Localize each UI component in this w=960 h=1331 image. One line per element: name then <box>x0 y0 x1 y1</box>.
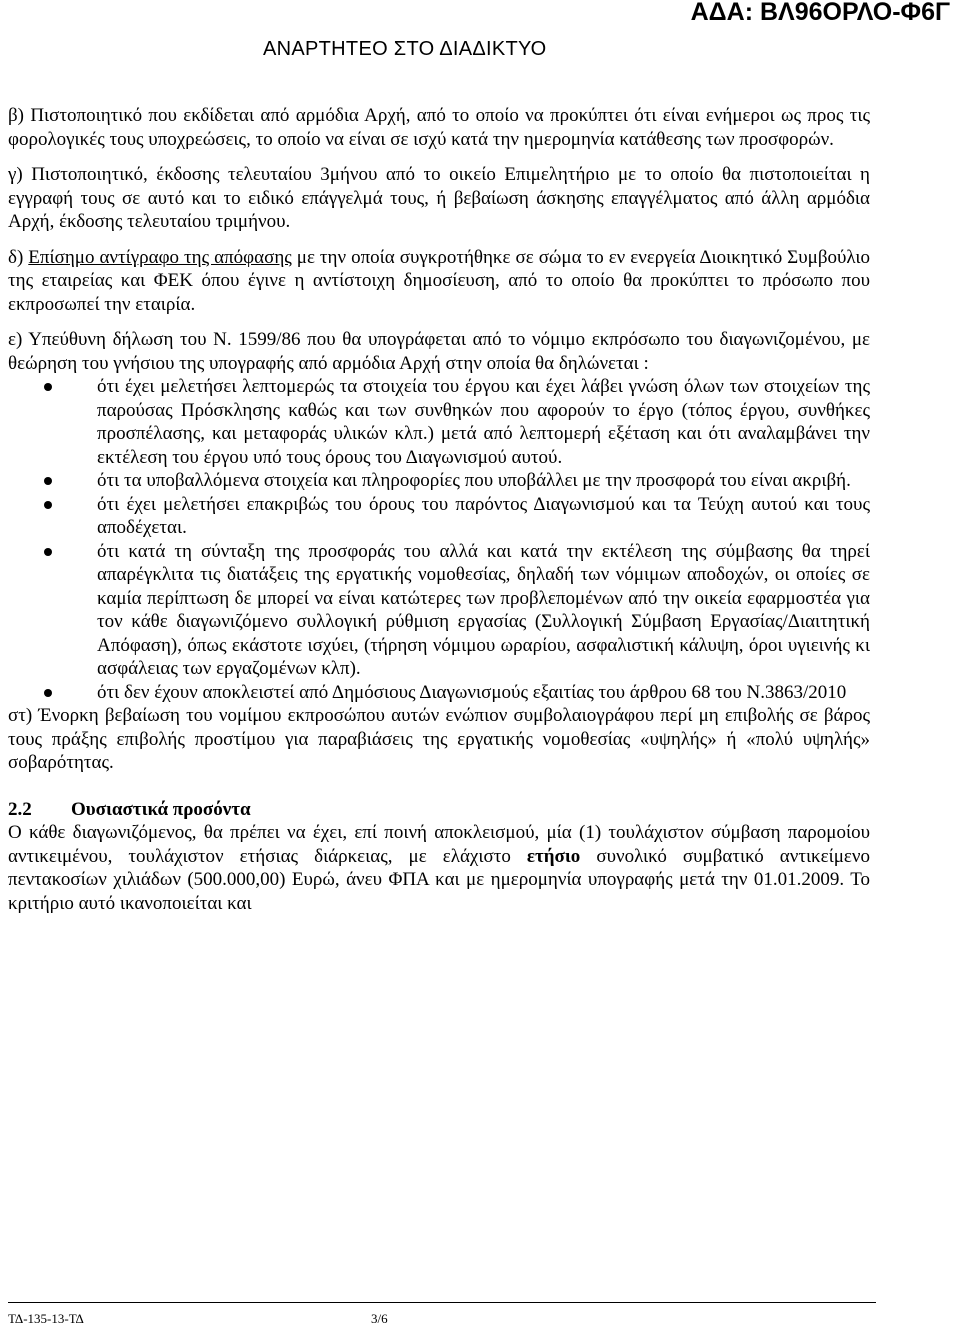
paragraph-st: στ) Ένορκη βεβαίωση του νομίμου εκπροσώπου αυτών ενώπιον συμβολαιογράφου περί μη επιβολής σε βάρος τους πράξης επιβολής προστίμου για παραβιάσεις της εργατικής νομοθεσίας «υψηλής» ή «πολύ υψηλής» σοβαρότητας. <box>8 705 870 773</box>
list-item-text: ότι έχει μελετήσει λεπτομερώς τα στοιχεία του έργου και έχει λάβει γνώση όλων των στοιχείων της παρούσας Πρόσκλησης καθώς και των συνθηκών που αφορούν το έργο (τόπος έργου, συνθήκες προσπέλασης, και μεταφοράς υλικών κλπ.) μετά από λεπτομερή εξέταση και ότι αναλαμβάνει την εκτέλεση του έργου υπό τους όρους του Διαγωνισμού αυτού. <box>97 376 870 468</box>
paragraph-e: ε) Υπεύθυνη δήλωση του Ν. 1599/86 που θα υπογράφεται από το νόμιμο εκπρόσωπο του διαγωνιζομένου, με θεώρηση του γνήσιου της υπογραφής από αρμόδια Αρχή στην οποία θα δηλώνεται : <box>8 329 870 374</box>
paragraph-c: γ) Πιστοποιητικό, έκδοσης τελευταίου 3μήνου από το οικείο Επιμελητήριο με το οποίο θα πιστοποιείται η εγγραφή τους σε αυτό και το ειδικό επάγγελμά τους, ή βεβαίωση άσκησης επαγγέλματος από άλλη αρμόδια Αρχή, έκδοσης τελευταίου τριμήνου. <box>8 164 870 232</box>
list-item-text: ότι τα υποβαλλόμενα στοιχεία και πληροφορίες που υποβάλλει με την προσφορά του είναι ακριβή. <box>97 470 851 491</box>
declaration-bullet-list <box>8 375 870 704</box>
list-item-text: ότι κατά τη σύνταξη της προσφοράς του αλλά και κατά την εκτέλεση της σύμβασης θα τηρεί απαρέγκλιτα τις διατάξεις της εργατικής νομοθεσίας, δηλαδή των νόμιμων αποδοχών, οι οποίες σε καμία περίπτωση δε μπορεί να είναι κατώτερες των προβλεπομένων από την οικεία εφαρμοστέα για τον κάθε διαγωνιζόμενο συλλογική ρύθμιση εργασίας (Συλλογική Σύμβαση Εργασίας/Διαιτητική Απόφαση), όπως εκάστοτε ισχύει, (τήρηση νόμιμου ωραρίου, ασφαλιστική κάλυψη, όροι υγιεινής κι ασφάλειας των εργαζομένων κλπ). <box>97 540 870 679</box>
list-item <box>8 681 870 705</box>
section-heading <box>8 798 870 822</box>
bullet-icon <box>44 501 52 509</box>
section-number: 2.2 <box>8 798 32 820</box>
footer-page-number: 3/6 <box>371 1311 388 1326</box>
paragraph-d-prefix: δ) <box>8 246 24 268</box>
section-bold-word: ετήσιο <box>526 845 581 867</box>
list-item <box>8 375 870 469</box>
footer-divider <box>8 1302 876 1303</box>
list-item-text: ότι έχει μελετήσει επακριβώς του όρους του παρόντος Διαγωνισμού και τα Τεύχη αυτού και τους αποδέχεται. <box>97 493 870 538</box>
list-item <box>8 493 870 540</box>
footer-document-code: ΤΔ-135-13-ΤΔ <box>8 1311 84 1326</box>
list-item <box>8 469 870 493</box>
section-text-before: Ο κάθε διαγωνιζόμενος, θα πρέπει να έχει, επί ποινή αποκλεισμού, μία (1) τουλάχιστον σύμβαση παρομοίου αντικειμένου, τουλάχιστον ετήσιας διάρκειας, με ελάχιστο <box>8 822 870 867</box>
bullet-icon <box>44 383 52 391</box>
list-item-text: ότι δεν έχουν αποκλειστεί από Δημόσιους Διαγωνισμούς εξαιτίας του άρθρου 68 του Ν.3863/2010 <box>97 681 847 703</box>
section-title: Ουσιαστικά προσόντα <box>71 798 251 820</box>
section-paragraph <box>8 821 870 915</box>
header-ada-code: ΑΔΑ: ΒΛ96ΟΡΛΟ-Φ6Γ <box>690 0 950 26</box>
paragraph-d <box>8 246 870 317</box>
section-text-after: συνολικό συμβατικό αντικείμενο πεντακοσίων χιλιάδων (500.000,00) Ευρώ, άνευ ΦΠΑ και με ημερομηνία υπογραφής μετά την 01.01.2009. Το κριτήριο αυτό ικανοποιείται και <box>8 845 870 914</box>
paragraph-d-underlined: Επίσημο αντίγραφο της απόφασης <box>28 246 292 268</box>
paragraph-d-rest: με την οποία συγκροτήθηκε σε σώμα το εν ενεργεία Διοικητικό Συμβούλιο της εταιρείας και ΦΕΚ όπου έγινε η αντίστοιχη δημοσίευση, από το οποίο θα προκύπτει το πρόσωπο που εκπροσωπεί την εταιρία. <box>8 246 871 315</box>
header-posting-notice: ΑΝΑΡΤΗΤΕΟ ΣΤΟ ΔΙΑΔΙΚΤΥΟ <box>263 38 547 60</box>
bullet-icon <box>44 477 52 485</box>
paragraph-b: β) Πιστοποιητικό που εκδίδεται από αρμόδια Αρχή, από το οποίο να προκύπτει ότι είναι ενήμεροι ως προς τις φορολογικές τους υποχρεώσεις, το οποίο να είναι σε ισχύ κατά την ημερομηνία κατάθεσης των προσφορών. <box>8 105 870 150</box>
bullet-icon <box>44 548 52 556</box>
list-item <box>8 540 870 681</box>
bullet-icon <box>44 689 52 697</box>
document-body <box>8 104 870 915</box>
